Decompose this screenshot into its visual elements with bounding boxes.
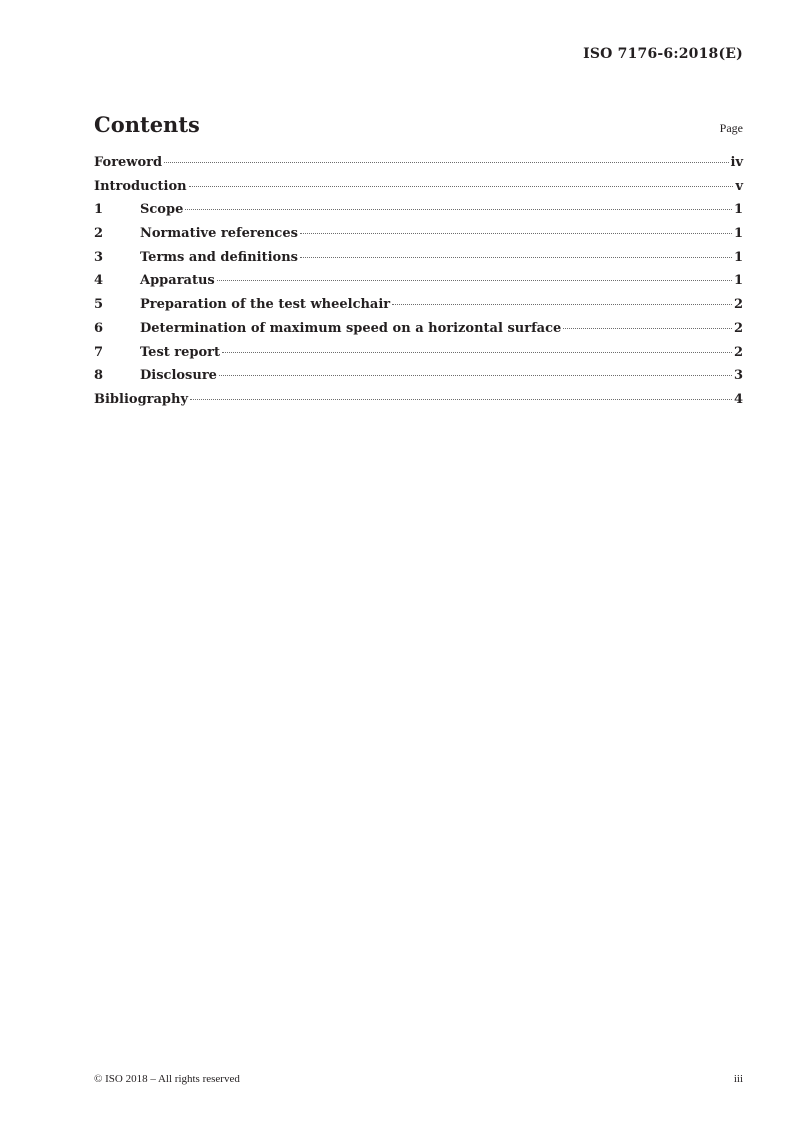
toc-entry-title: Introduction <box>94 178 187 194</box>
toc-entry[interactable] <box>94 226 743 250</box>
toc-entry-page: 1 <box>733 273 743 289</box>
toc-entry-title: Test report <box>140 344 221 360</box>
toc-dot-leader <box>190 399 732 400</box>
toc-entry-number: 2 <box>94 226 104 242</box>
toc-entry[interactable] <box>94 179 743 203</box>
toc-dot-leader <box>300 257 732 258</box>
toc-entry-number: 1 <box>94 202 104 218</box>
toc-entry-page: v <box>735 178 743 194</box>
toc-dot-leader <box>563 328 732 329</box>
toc-entry-number: 7 <box>94 344 104 360</box>
toc-entry-page: 1 <box>733 249 743 265</box>
toc-entry[interactable] <box>94 297 743 321</box>
toc-entry-title: Disclosure <box>140 368 217 384</box>
toc-entry-title: Apparatus <box>140 273 215 289</box>
toc-entry-number: 6 <box>94 320 104 336</box>
toc-entry-page: 2 <box>733 297 743 313</box>
toc-entry[interactable] <box>94 321 743 345</box>
toc-entry[interactable] <box>94 155 743 179</box>
page-footer <box>94 1073 743 1085</box>
toc-entry[interactable] <box>94 345 743 369</box>
copyright-notice: © ISO 2018 – All rights reserved <box>94 1073 240 1085</box>
contents-header <box>94 112 743 137</box>
toc-entry-title: Scope <box>140 202 184 218</box>
toc-entry-page: iv <box>730 155 743 170</box>
toc-entry[interactable] <box>94 273 743 297</box>
toc-dot-leader <box>164 162 728 163</box>
toc-entry-title: Bibliography <box>94 391 189 407</box>
toc-dot-leader <box>189 186 734 187</box>
toc-entry-number: 4 <box>94 273 104 289</box>
toc-dot-leader <box>217 280 732 281</box>
table-of-contents <box>94 155 743 416</box>
footer-page-number: iii <box>733 1073 743 1085</box>
toc-dot-leader <box>392 304 732 305</box>
toc-entry-page: 2 <box>733 320 743 336</box>
page-column-label: Page <box>719 121 743 135</box>
toc-entry-number: 3 <box>94 249 104 265</box>
toc-entry-number: 5 <box>94 297 104 313</box>
toc-entry-page: 3 <box>733 368 743 384</box>
toc-entry-page: 1 <box>733 202 743 218</box>
toc-dot-leader <box>300 233 732 234</box>
toc-dot-leader <box>185 209 732 210</box>
toc-entry[interactable] <box>94 202 743 226</box>
toc-entry-page: 2 <box>733 344 743 360</box>
toc-entry[interactable] <box>94 392 743 416</box>
toc-entry-title: Foreword <box>94 155 163 170</box>
toc-entry-number: 8 <box>94 368 104 384</box>
toc-dot-leader <box>222 352 732 353</box>
toc-entry-page: 4 <box>733 391 743 407</box>
toc-entry-title: Terms and definitions <box>140 249 298 265</box>
document-id: ISO 7176-6:2018(E) <box>583 46 743 62</box>
contents-title: Contents <box>94 112 200 137</box>
toc-entry-title: Normative references <box>140 226 298 242</box>
toc-entry[interactable] <box>94 250 743 274</box>
toc-entry-page: 1 <box>733 226 743 242</box>
toc-entry-title: Preparation of the test wheelchair <box>140 297 391 313</box>
toc-dot-leader <box>219 375 732 376</box>
toc-entry[interactable] <box>94 368 743 392</box>
toc-entry-title: Determination of maximum speed on a horizontal surface <box>140 320 562 336</box>
